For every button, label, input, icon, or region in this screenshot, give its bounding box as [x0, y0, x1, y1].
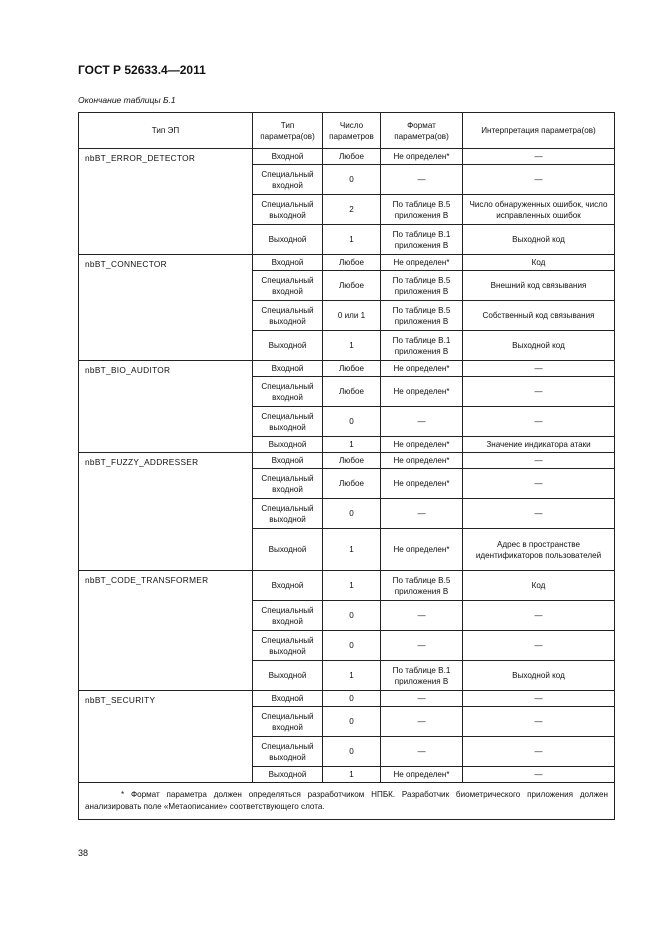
param-type-cell: Специальный входной — [253, 377, 323, 407]
param-format-cell: — — [381, 631, 463, 661]
param-count-cell: Любое — [323, 469, 381, 499]
param-format-cell: — — [381, 165, 463, 195]
param-count-cell: Любое — [323, 453, 381, 469]
ep-type-cell: nbBT_BIO_AUDITOR — [79, 361, 253, 453]
param-format-cell: Не определен* — [381, 469, 463, 499]
param-type-cell: Специальный выходной — [253, 499, 323, 529]
param-format-cell: По таблице В.5 приложения В — [381, 301, 463, 331]
param-count-cell: 0 — [323, 407, 381, 437]
param-count-cell: 0 — [323, 601, 381, 631]
header-param-type: Тип параметра(ов) — [253, 113, 323, 149]
param-type-cell: Специальный входной — [253, 601, 323, 631]
table-caption: Окончание таблицы Б.1 — [78, 95, 176, 105]
param-format-cell: По таблице В.5 приложения В — [381, 271, 463, 301]
param-type-cell: Выходной — [253, 661, 323, 691]
header-param-interpretation: Интерпретация параметра(ов) — [463, 113, 615, 149]
param-format-cell: Не определен* — [381, 767, 463, 783]
param-count-cell: 1 — [323, 571, 381, 601]
param-interpretation-cell: — — [463, 499, 615, 529]
document-header: ГОСТ Р 52633.4—2011 — [78, 63, 206, 77]
ep-type-cell: nbBT_ERROR_DETECTOR — [79, 149, 253, 255]
param-count-cell: Любое — [323, 377, 381, 407]
param-interpretation-cell: — — [463, 469, 615, 499]
table-row — [79, 255, 615, 271]
param-format-cell: — — [381, 707, 463, 737]
param-type-cell: Выходной — [253, 331, 323, 361]
param-interpretation-cell: Значение индикатора атаки — [463, 437, 615, 453]
param-format-cell: — — [381, 691, 463, 707]
param-interpretation-cell: — — [463, 737, 615, 767]
param-format-cell: Не определен* — [381, 149, 463, 165]
ep-type-cell: nbBT_CODE_TRANSFORMER — [79, 571, 253, 691]
param-count-cell: 0 — [323, 707, 381, 737]
param-format-cell: Не определен* — [381, 255, 463, 271]
param-interpretation-cell: — — [463, 377, 615, 407]
param-type-cell: Входной — [253, 453, 323, 469]
param-type-cell: Входной — [253, 571, 323, 601]
param-interpretation-cell: Выходной код — [463, 331, 615, 361]
param-format-cell: Не определен* — [381, 529, 463, 571]
ep-type-cell: nbBT_SECURITY — [79, 691, 253, 783]
header-ep-type: Тип ЭП — [79, 113, 253, 149]
param-count-cell: 2 — [323, 195, 381, 225]
header-param-count: Число параметров — [323, 113, 381, 149]
param-format-cell: — — [381, 737, 463, 767]
page-number: 38 — [78, 848, 89, 858]
param-count-cell: Любое — [323, 361, 381, 377]
table-row — [79, 149, 615, 165]
param-interpretation-cell: Код — [463, 571, 615, 601]
param-type-cell: Специальный выходной — [253, 195, 323, 225]
table-row — [79, 361, 615, 377]
param-format-cell: Не определен* — [381, 361, 463, 377]
param-interpretation-cell: Собственный код связывания — [463, 301, 615, 331]
param-format-cell: По таблице В.1 приложения В — [381, 225, 463, 255]
parameters-table — [78, 112, 615, 820]
param-count-cell: Любое — [323, 149, 381, 165]
param-interpretation-cell: — — [463, 407, 615, 437]
param-count-cell: 1 — [323, 767, 381, 783]
param-format-cell: — — [381, 499, 463, 529]
param-type-cell: Выходной — [253, 225, 323, 255]
param-format-cell: Не определен* — [381, 453, 463, 469]
param-type-cell: Входной — [253, 255, 323, 271]
param-type-cell: Специальный входной — [253, 469, 323, 499]
param-count-cell: Любое — [323, 271, 381, 301]
param-type-cell: Специальный входной — [253, 271, 323, 301]
param-interpretation-cell: — — [463, 631, 615, 661]
param-count-cell: 1 — [323, 225, 381, 255]
param-count-cell: 0 — [323, 631, 381, 661]
param-type-cell: Входной — [253, 691, 323, 707]
param-type-cell: Специальный входной — [253, 165, 323, 195]
footnote-row — [79, 783, 615, 820]
table-footnote: * Формат параметра должен определяться разработчиком НПБК. Разработчик биометрического приложения должен анализировать поле «Метаописание» соответствующего слота. — [79, 783, 615, 820]
param-format-cell: — — [381, 601, 463, 631]
param-format-cell: Не определен* — [381, 437, 463, 453]
param-type-cell: Специальный входной — [253, 707, 323, 737]
param-type-cell: Входной — [253, 361, 323, 377]
param-interpretation-cell: Внешний код связывания — [463, 271, 615, 301]
header-param-format: Формат параметра(ов) — [381, 113, 463, 149]
param-type-cell: Специальный выходной — [253, 407, 323, 437]
param-format-cell: По таблице В.1 приложения В — [381, 661, 463, 691]
ep-type-cell: nbBT_CONNECTOR — [79, 255, 253, 361]
param-count-cell: 0 — [323, 499, 381, 529]
table-header-row — [79, 113, 615, 149]
param-type-cell: Входной — [253, 149, 323, 165]
param-count-cell: 1 — [323, 661, 381, 691]
param-interpretation-cell: — — [463, 707, 615, 737]
param-format-cell: Не определен* — [381, 377, 463, 407]
param-type-cell: Специальный выходной — [253, 631, 323, 661]
param-format-cell: По таблице В.5 приложения В — [381, 195, 463, 225]
param-format-cell: По таблице В.1 приложения В — [381, 331, 463, 361]
param-type-cell: Выходной — [253, 529, 323, 571]
param-interpretation-cell: — — [463, 691, 615, 707]
param-format-cell: По таблице В.5 приложения В — [381, 571, 463, 601]
param-type-cell: Выходной — [253, 767, 323, 783]
param-interpretation-cell: — — [463, 361, 615, 377]
param-count-cell: Любое — [323, 255, 381, 271]
param-interpretation-cell: Число обнаруженных ошибок, число исправленных ошибок — [463, 195, 615, 225]
param-interpretation-cell: Адрес в пространстве идентификаторов пользователей — [463, 529, 615, 571]
param-type-cell: Специальный выходной — [253, 737, 323, 767]
param-interpretation-cell: — — [463, 453, 615, 469]
param-count-cell: 1 — [323, 529, 381, 571]
param-interpretation-cell: — — [463, 149, 615, 165]
param-count-cell: 1 — [323, 437, 381, 453]
param-interpretation-cell: — — [463, 767, 615, 783]
param-interpretation-cell: Код — [463, 255, 615, 271]
param-format-cell: — — [381, 407, 463, 437]
table-row — [79, 691, 615, 707]
param-count-cell: 0 или 1 — [323, 301, 381, 331]
param-interpretation-cell: — — [463, 601, 615, 631]
param-count-cell: 1 — [323, 331, 381, 361]
table-row — [79, 453, 615, 469]
param-count-cell: 0 — [323, 691, 381, 707]
param-interpretation-cell: — — [463, 165, 615, 195]
table-row — [79, 571, 615, 601]
param-type-cell: Выходной — [253, 437, 323, 453]
ep-type-cell: nbBT_FUZZY_ADDRESSER — [79, 453, 253, 571]
param-interpretation-cell: Выходной код — [463, 225, 615, 255]
param-interpretation-cell: Выходной код — [463, 661, 615, 691]
param-count-cell: 0 — [323, 165, 381, 195]
param-type-cell: Специальный выходной — [253, 301, 323, 331]
param-count-cell: 0 — [323, 737, 381, 767]
